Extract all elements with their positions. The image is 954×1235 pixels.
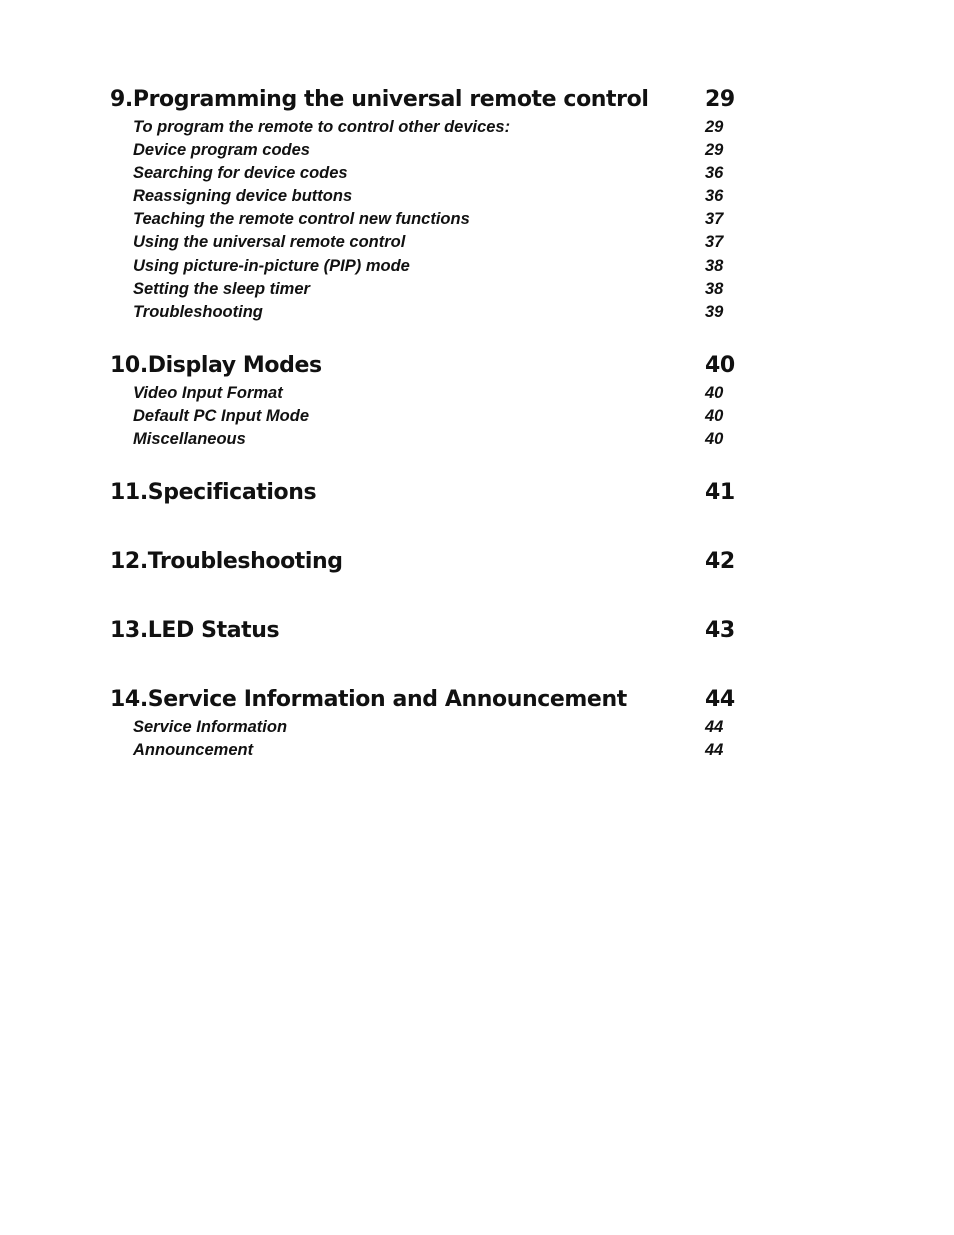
toc-section-11 <box>110 477 750 509</box>
toc-section-13 <box>110 615 750 647</box>
entry-label: Troubleshooting <box>133 302 263 321</box>
entry-label: To program the remote to control other devices: <box>133 118 511 136</box>
entry-label: Device program codes <box>133 141 310 160</box>
section-title: 11.Specifications <box>110 480 317 506</box>
toc-entry[interactable] <box>110 208 750 231</box>
entry-label: Video Input Format <box>133 383 283 402</box>
entry-page-number: 36 <box>705 187 724 206</box>
entry-label: Teaching the remote control new functions <box>133 210 470 229</box>
toc-section-heading[interactable] <box>110 546 750 578</box>
entry-page-number: 38 <box>705 279 724 298</box>
toc-entry-list <box>110 382 750 451</box>
entry-page-number: 40 <box>705 406 724 425</box>
toc-entry[interactable] <box>110 278 750 301</box>
section-spacer <box>110 509 750 546</box>
entry-page-number: 44 <box>705 741 724 760</box>
section-page-number: 29 <box>705 87 735 112</box>
toc-entry[interactable] <box>110 382 750 405</box>
entry-page-number: 36 <box>705 164 724 183</box>
section-page-number: 44 <box>705 687 735 713</box>
toc-entry[interactable] <box>110 716 750 739</box>
section-spacer <box>110 451 750 477</box>
toc-entry[interactable] <box>110 301 750 324</box>
toc-section-heading[interactable] <box>110 84 750 116</box>
toc-entry-list <box>110 716 750 762</box>
section-title: 10.Display Modes <box>110 352 322 378</box>
entry-page-number: 29 <box>705 118 724 136</box>
entry-page-number: 40 <box>705 383 724 402</box>
entry-page-number: 44 <box>705 718 724 737</box>
toc-section-heading[interactable] <box>110 684 750 716</box>
toc-entry[interactable] <box>110 405 750 428</box>
toc-entry[interactable] <box>110 139 750 162</box>
entry-label: Using the universal remote control <box>133 233 406 252</box>
toc-section-12 <box>110 546 750 578</box>
entry-page-number: 37 <box>705 210 724 229</box>
section-page-number: 41 <box>705 480 735 506</box>
entry-page-number: 29 <box>705 141 724 160</box>
toc-entry[interactable] <box>110 255 750 278</box>
toc-entry[interactable] <box>110 116 750 139</box>
entry-label: Announcement <box>133 741 254 760</box>
section-spacer <box>110 647 750 684</box>
section-title: 13.LED Status <box>110 618 280 644</box>
section-title: 9.Programming the universal remote control <box>110 87 649 112</box>
section-spacer <box>110 324 750 350</box>
section-page-number: 40 <box>705 352 735 378</box>
toc-section-14 <box>110 684 750 762</box>
toc-entry[interactable] <box>110 185 750 208</box>
table-of-contents <box>110 84 750 762</box>
toc-entry-list <box>110 116 750 324</box>
entry-page-number: 40 <box>705 430 724 449</box>
entry-label: Service Information <box>133 718 288 737</box>
toc-entry[interactable] <box>110 739 750 762</box>
toc-section-10 <box>110 350 750 451</box>
section-title: 12.Troubleshooting <box>110 549 343 575</box>
section-page-number: 42 <box>705 549 735 575</box>
section-page-number: 43 <box>705 618 735 644</box>
entry-label: Searching for device codes <box>133 164 348 183</box>
toc-entry[interactable] <box>110 231 750 254</box>
toc-section-9 <box>110 84 750 324</box>
toc-entry[interactable] <box>110 162 750 185</box>
entry-label: Miscellaneous <box>133 430 246 449</box>
toc-section-heading[interactable] <box>110 615 750 647</box>
entry-label: Using picture-in-picture (PIP) mode <box>133 256 410 275</box>
entry-label: Setting the sleep timer <box>133 279 310 298</box>
entry-label: Default PC Input Mode <box>133 406 309 425</box>
entry-page-number: 39 <box>705 302 724 321</box>
section-spacer <box>110 578 750 615</box>
toc-section-heading[interactable] <box>110 477 750 509</box>
entry-page-number: 37 <box>705 233 724 252</box>
toc-section-heading[interactable] <box>110 350 750 382</box>
entry-label: Reassigning device buttons <box>133 187 353 206</box>
toc-entry[interactable] <box>110 428 750 451</box>
section-title: 14.Service Information and Announcement <box>110 687 627 713</box>
entry-page-number: 38 <box>705 256 724 275</box>
